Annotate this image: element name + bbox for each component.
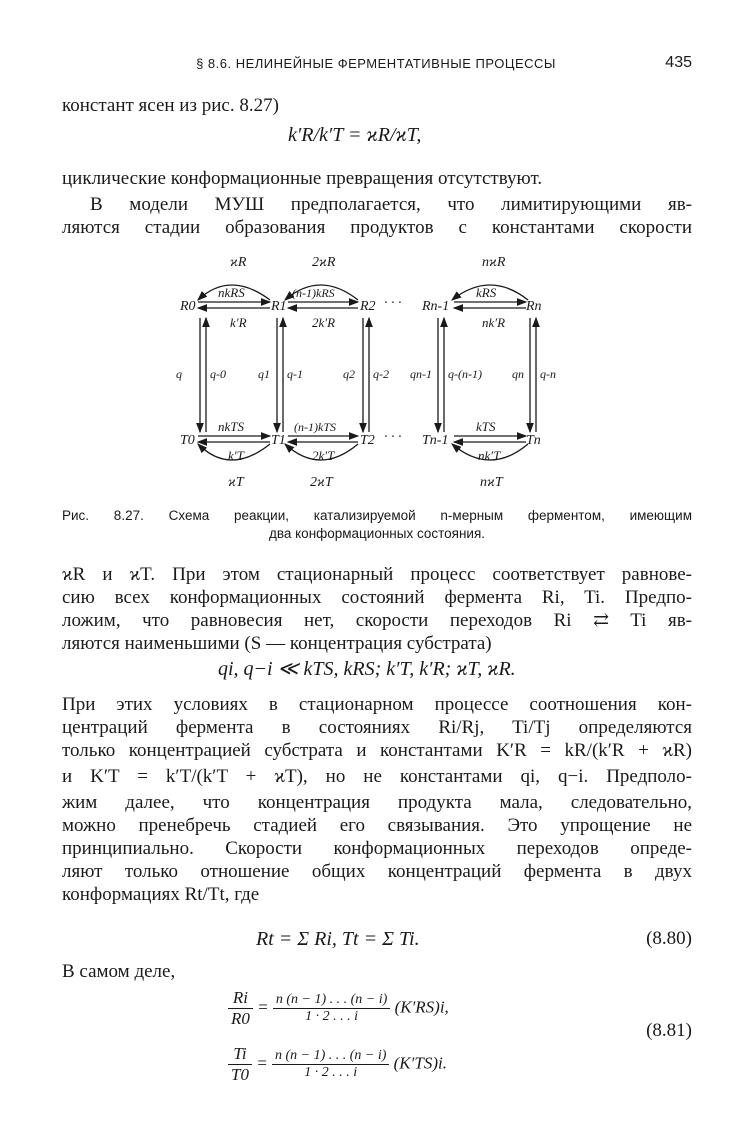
equation-ratio: k′R/k′T = ϰR/ϰT,: [288, 124, 422, 146]
text-line: ложим, что равновесия нет, скорости переходов Ri ⇄ Ti яв-: [62, 610, 692, 631]
text-line: ляются наименьшими (S — концентрация субстрата): [62, 633, 492, 654]
frac-den: 1 · 2 . . . i: [304, 1065, 358, 1080]
text-line: ляют только отношение общих концентраций фермента в двух: [62, 861, 692, 882]
figure-caption-line1: Рис. 8.27. Схема реакции, катализируемой n-мерным ферментом, имеющим: [62, 508, 692, 523]
equation-number: (8.81): [646, 1020, 692, 1041]
rate-label: nkRS: [218, 285, 245, 300]
node-T: T1: [271, 433, 286, 448]
node-R: Rn-1: [422, 299, 450, 314]
q-label: q-1: [287, 367, 303, 381]
equation-sums: Rt = Σ Ri, Tt = Σ Ti.: [256, 928, 420, 950]
page-number: 435: [665, 54, 692, 71]
frac-num: Ri: [228, 988, 253, 1009]
q-label: q1: [258, 367, 270, 381]
rate-label: kRS: [476, 285, 497, 300]
text-line: ϰR и ϰT. При этом стационарный процесс соответствует равнове-: [62, 564, 692, 585]
node-T: T0: [180, 433, 195, 448]
frac-num: Ti: [228, 1044, 252, 1065]
power-term: (K′TS)i.: [393, 1053, 447, 1073]
frac-den: T0: [231, 1065, 249, 1084]
arc-label-top-1: ϰR: [230, 255, 247, 270]
q-label: q-2: [373, 367, 389, 381]
text-line: жим далее, что концентрация продукта мала, следовательно,: [62, 792, 692, 813]
running-header: [60, 56, 692, 80]
node-R: R0: [180, 299, 196, 314]
rate-label: (n-1)kRS: [292, 286, 335, 300]
equation-ratio-T: $\frac{Ti}{T0}$ = $\frac{n (n - 1) . . . (n - i)}{1 \cdot 2 . . . i}$ (K′TS)i.: [228, 1044, 447, 1085]
q-label: qn: [512, 367, 524, 381]
text-line: сию всех конформационных состояний фермента Ri, Ti. Предпо-: [62, 587, 692, 608]
arc-label-bottom-2: 2ϰT: [310, 475, 333, 490]
q-label: q-(n-1): [448, 367, 482, 381]
arc-label-top-2: 2ϰR: [312, 255, 336, 270]
q-label: q: [176, 367, 182, 381]
frac-num: n (n − 1) . . . (n − i): [273, 992, 390, 1009]
node-T: Tn: [526, 433, 541, 448]
q-label: q-0: [210, 367, 226, 381]
rate-label: (n-1)kTS: [294, 420, 336, 434]
rate-label: k′T: [228, 448, 244, 463]
arc-label-bottom-n: nϰT: [480, 475, 503, 490]
arc-label-bottom-1: ϰT: [228, 475, 244, 490]
ellipsis: · · ·: [384, 296, 402, 311]
reaction-scheme-diagram: [140, 250, 610, 490]
rate-label: kTS: [476, 419, 496, 434]
text-line: констант ясен из рис. 8.27): [62, 95, 279, 116]
q-label: q-n: [540, 367, 556, 381]
rate-label: k′R: [230, 315, 247, 330]
text-line: центраций фермента в состояниях Ri/Rj, Ti/Tj определяются: [62, 717, 692, 738]
q-label: q2: [343, 367, 355, 381]
rate-label: 2k′R: [312, 315, 336, 330]
rate-label: nk′T: [478, 448, 501, 463]
equation-inequality: qi, q−i ≪ kTS, kRS; k′T, k′R; ϰT, ϰR.: [218, 658, 516, 680]
equation-ratio-R: $\frac{Ri}{R0}$ = $\frac{n (n - 1) . . . (n - i)}{1 \cdot 2 . . . i}$ (K′RS)i,: [228, 988, 449, 1029]
text-line: можно пренебречь стадией его связывания. Это упрощение не: [62, 815, 692, 836]
text-line: и K′T = k′T/(k′T + ϰT), но не константами qi, q−i. Предполо-: [62, 766, 692, 787]
text-line: В модели МУШ предполагается, что лимитирующими яв-: [90, 194, 692, 215]
section-title: § 8.6. НЕЛИНЕЙНЫЕ ФЕРМЕНТАТИВНЫЕ ПРОЦЕССЫ: [196, 56, 556, 71]
frac-den: 1 · 2 . . . i: [305, 1009, 359, 1024]
text-line: ляются стадии образования продуктов с константами скорости: [62, 217, 692, 238]
text-line: циклические конформационные превращения отсутствуют.: [62, 168, 543, 189]
q-label: qn-1: [410, 367, 432, 381]
rate-label: nkTS: [218, 419, 244, 434]
text-line: конформациях Rt/Tt, где: [62, 884, 260, 905]
figure-caption-line2: два конформационных состояния.: [268, 526, 486, 541]
equation-number: (8.80): [646, 928, 692, 949]
power-term: (K′RS)i,: [394, 997, 449, 1017]
text-line: В самом деле,: [62, 961, 176, 982]
node-T: Tn-1: [422, 433, 449, 448]
rate-label: 2k′T: [312, 448, 335, 463]
frac-num: n (n − 1) . . . (n − i): [272, 1048, 389, 1065]
ellipsis: · · ·: [384, 430, 402, 445]
rate-label: nk′R: [482, 315, 506, 330]
node-R: R1: [271, 299, 287, 314]
node-T: T2: [360, 433, 375, 448]
arc-label-top-n: nϰR: [482, 255, 506, 270]
node-R: Rn: [526, 299, 542, 314]
frac-den: R0: [231, 1009, 250, 1028]
text-line: только концентрацией субстрата и константами K′R = kR/(k′R + ϰR): [62, 740, 692, 761]
node-R: R2: [360, 299, 376, 314]
text-line: При этих условиях в стационарном процессе соотношения кон-: [62, 694, 692, 715]
text-line: принципиально. Скорости конформационных переходов опреде-: [62, 838, 692, 859]
